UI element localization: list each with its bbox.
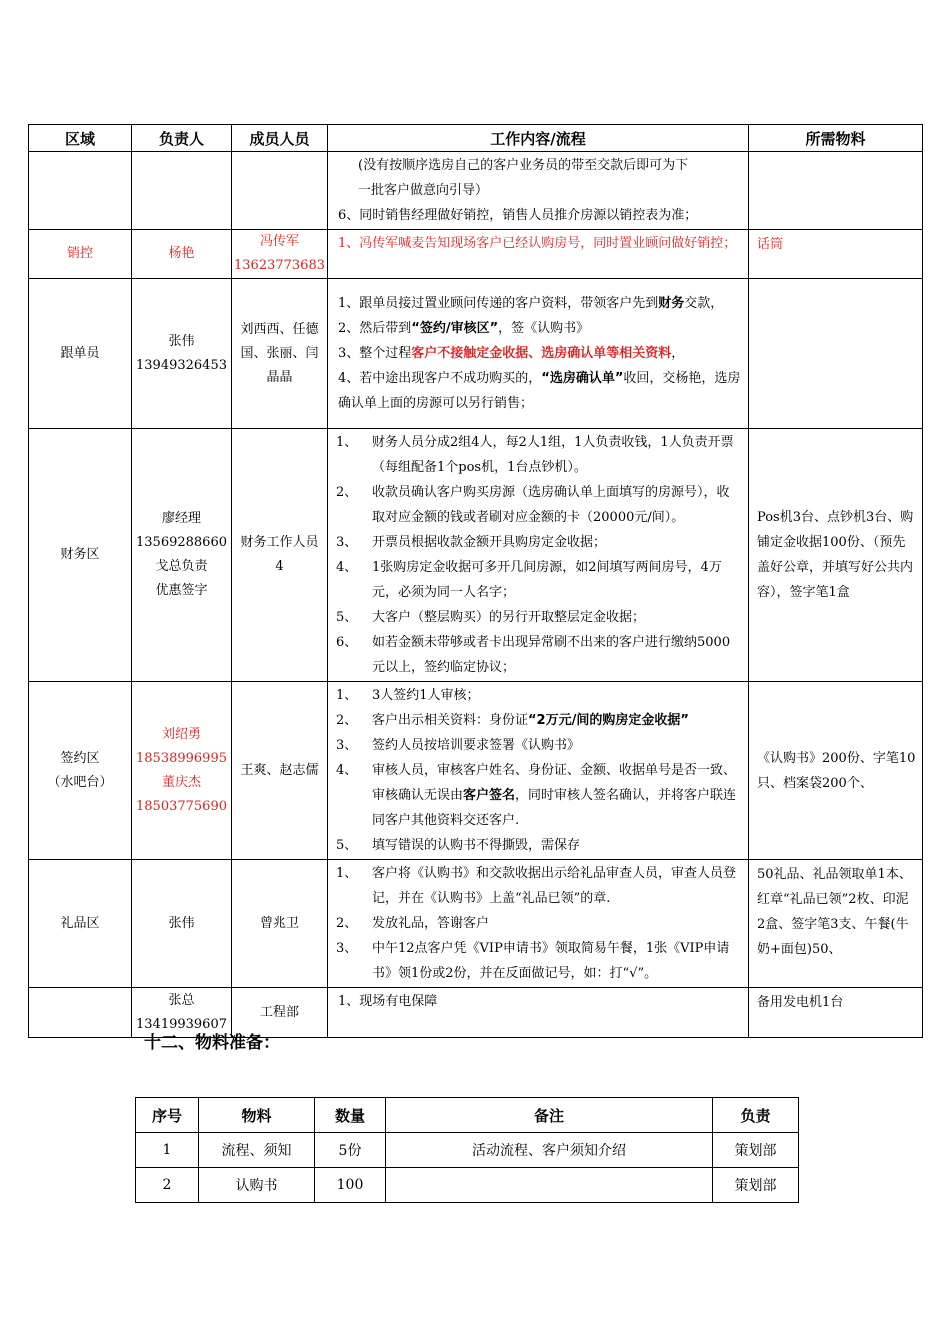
- members-cell: 财务工作人员4: [232, 429, 328, 682]
- header-leader: 负责人: [132, 125, 232, 152]
- members-cell: 工程部: [232, 988, 328, 1038]
- leader-cell: 张伟: [132, 860, 232, 988]
- header-materials: 所需物料: [749, 125, 923, 152]
- table-row: 1 流程、须知 5份 活动流程、客户须知介绍 策划部: [136, 1133, 799, 1168]
- materials-cell: Pos机3台、点钞机3台、购铺定金收据100份、（预先盖好公章，并填写好公共内容），签字笔1盒: [749, 429, 923, 682]
- header-area: 区域: [29, 125, 132, 152]
- table-row: [29, 860, 923, 988]
- area-cell: 跟单员: [29, 279, 132, 429]
- table-row: [29, 152, 923, 230]
- area-cell: 销控: [29, 230, 132, 279]
- table-row: [29, 429, 923, 682]
- header-index: 序号: [136, 1098, 199, 1133]
- area-cell: 财务区: [29, 429, 132, 682]
- work-cell: 1、 3人签约1人审核； 2、 客户出示相关资料：身份证“2万元/间的购房定金收据” 3、 签约人员按培训要求签署《认购书》 4、 审核人员，审核客户姓名、身份证、金额、收据单号是否一致、审核确认无误由客户签名，同时审核人签名确认，并将客户联连同客户其他资料交还客户. 5、 填写错误的认购书不得撕毁，需保存: [328, 682, 749, 860]
- work-cell: 1、冯传军喊麦告知现场客户已经认购房号，同时置业顾问做好销控；: [328, 230, 749, 279]
- members-cell: 王爽、赵志儒: [232, 682, 328, 860]
- members-cell: 冯传军 13623773683: [232, 230, 328, 279]
- area-cell: 签约区 （水吧台）: [29, 682, 132, 860]
- table-row: [29, 230, 923, 279]
- work-cell: 1、 财务人员分成2组4人，每2人1组，1人负责收钱，1人负责开票（每组配备1个pos机，1台点钞机）。 2、 收款员确认客户购买房源（选房确认单上面填写的房源号），收取对应金额的钱或者刷对应金额的卡（20000元/间）。 3、 开票员根据收款金额开具购房定金收据； 4、 1张购房定金收据可多开几间房源，如2间填写两间房号，4万元，必须为同一人名字； 5、 大客户（整层购买）的另行开取整层定金收据； 6、 如若金额未带够或者卡出现异常刷不出来的客户进行缴纳5000元以上，签约临定协议；: [328, 429, 749, 682]
- leader-cell: 张伟 13949326453: [132, 279, 232, 429]
- header-notes: 备注: [386, 1098, 713, 1133]
- header-quantity: 数量: [315, 1098, 386, 1133]
- table-row: [29, 682, 923, 860]
- materials-cell: 话筒: [749, 230, 923, 279]
- work-assignment-table: [28, 124, 923, 1038]
- table-row: [29, 279, 923, 429]
- work-cell: 1、现场有电保障: [328, 988, 749, 1038]
- area-cell: 礼品区: [29, 860, 132, 988]
- materials-cell: 备用发电机1台: [749, 988, 923, 1038]
- work-cell: 1、跟单员接过置业顾问传递的客户资料，带领客户先到财务交款， 2、然后带到“签约/审核区”，签《认购书》 3、整个过程客户不接触定金收据、选房确认单等相关资料， 4、若中途出现客户不成功购买的，“选房确认单”收回，交杨艳，选房确认单上面的房源可以另行销售；: [328, 279, 749, 429]
- header-material: 物料: [199, 1098, 315, 1133]
- work-cell: 1、 客户将《认购书》和交款收据出示给礼品审查人员，审查人员登记，并在《认购书》上盖“礼品已领”的章. 2、 发放礼品，答谢客户 3、 中午12点客户凭《VIP申请书》领取简易午餐，1张《VIP申请书》领1份或2份，并在反面做记号，如：打“√”。: [328, 860, 749, 988]
- materials-cell: 《认购书》200份、字笔10只、档案袋200个、: [749, 682, 923, 860]
- materials-cell: 50礼品、礼品领取单1本、红章“礼品已领”2枚、印泥2盒、签字笔3支、午餐(牛奶+面包)50、: [749, 860, 923, 988]
- material-table: [135, 1097, 799, 1203]
- header-owner: 负责: [713, 1098, 799, 1133]
- header-work: 工作内容/流程: [328, 125, 749, 152]
- table-header-row: [136, 1098, 799, 1133]
- table-row: 2 认购书 100 策划部: [136, 1168, 799, 1203]
- leader-cell: 廖经理 13569288660 戈总负责 优惠签字: [132, 429, 232, 682]
- leader-cell: 杨艳: [132, 230, 232, 279]
- header-members: 成员人员: [232, 125, 328, 152]
- work-cell: (没有按顺序选房自己的客户业务员的带至交款后即可为下 一批客户做意向引导） 6、同时销售经理做好销控，销售人员推介房源以销控表为准；: [328, 152, 749, 230]
- table-header-row: [29, 125, 923, 152]
- members-cell: 曾兆卫: [232, 860, 328, 988]
- section-title: 十二、物料准备：: [144, 1033, 280, 1053]
- leader-cell: 张总 13419939607: [132, 988, 232, 1038]
- leader-cell: 刘绍勇 18538996995 董庆杰 18503775690: [132, 682, 232, 860]
- members-cell: 刘西西、任德国、张丽、闫晶晶: [232, 279, 328, 429]
